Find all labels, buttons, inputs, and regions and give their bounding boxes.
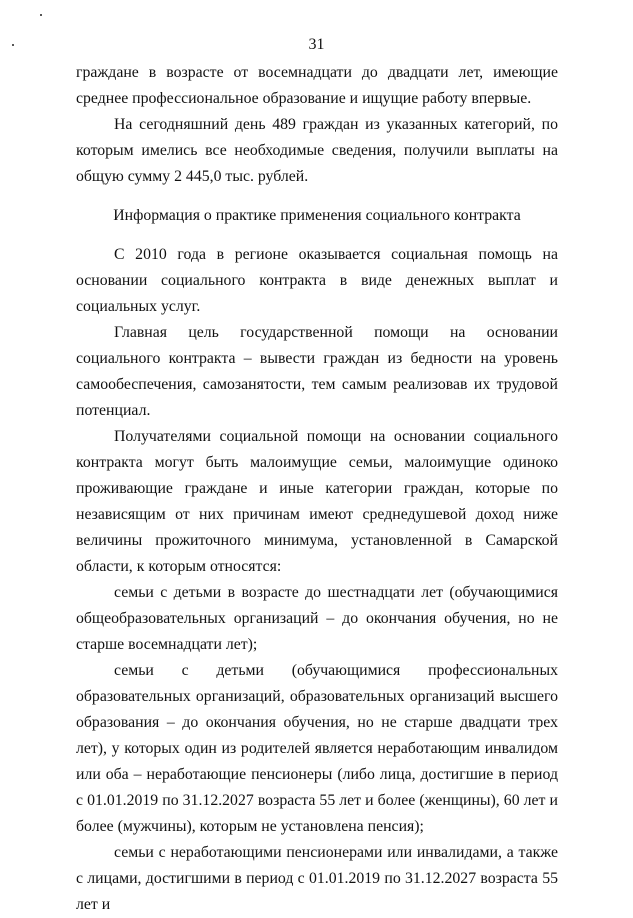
- list-paragraph: семьи с детьми (обучающимися профессиональных образовательных организаций, образовательных организаций высшего образования – до окончания обучения, но не старше двадцати трех лет), у которых один из родителей является неработающим инвалидом или оба – неработающие пенсионеры (либо лица, достигшие в период с 01.01.2019 по 31.12.2027 возраста 55 лет и более (женщины), 60 лет и более (мужчины), которым не установлена пенсия);: [76, 662, 558, 835]
- paragraph: С 2010 года в регионе оказывается социальная помощь на основании социального контракта в виде денежных выплат и социальных услуг.: [76, 246, 558, 315]
- paragraph: Главная цель государственной помощи на основании социального контракта – вывести граждан из бедности на уровень самообеспечения, самозанятости, тем самым реализовав их трудовой потенциал.: [76, 324, 558, 419]
- section-heading: Информация о практике применения социального контракта: [113, 207, 521, 224]
- document-body: [76, 60, 558, 918]
- list-paragraph: семьи с детьми в возрасте до шестнадцати лет (обучающимися общеобразовательных организаций – до окончания обучения, но не старше восемнадцати лет);: [76, 584, 558, 653]
- paragraph: На сегодняшний день 489 граждан из указанных категорий, по которым имелись все необходимые сведения, получили выплаты на общую сумму 2 445,0 тыс. рублей.: [76, 116, 558, 185]
- paragraph: граждане в возрасте от восемнадцати до двадцати лет, имеющие среднее профессиональное образование и ищущие работу впервые.: [76, 64, 558, 107]
- list-paragraph: семьи с неработающими пенсионерами или инвалидами, а также с лицами, достигшими в период с 01.01.2019 по 31.12.2027 возраста 55 лет и: [76, 844, 558, 913]
- page-number: 31: [308, 36, 325, 53]
- paragraph: Получателями социальной помощи на основании социального контракта могут быть малоимущие семьи, малоимущие одиноко проживающие граждане и иные категории граждан, которые по независящим от них причинам имеют среднедушевой доход ниже величины прожиточного минимума, установленной в Самарской области, к которым относятся:: [76, 428, 558, 575]
- scan-speck-mark: [40, 14, 42, 16]
